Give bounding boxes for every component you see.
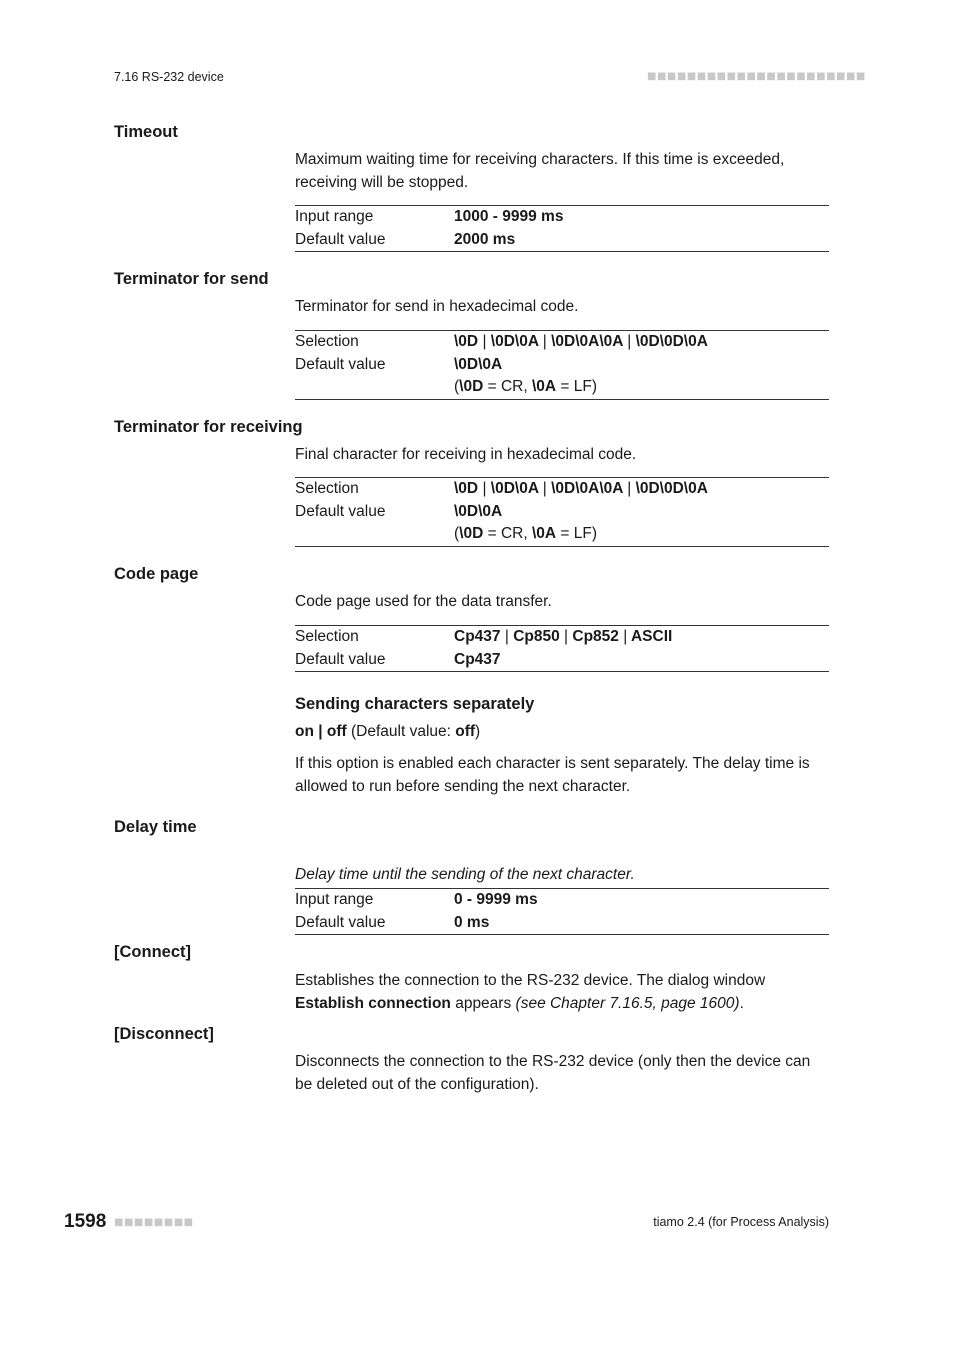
page-number: 1598 <box>64 1211 107 1232</box>
terminator-receiving-table <box>295 477 829 547</box>
heading-terminator-receiving: Terminator for receiving <box>114 418 303 436</box>
table-value: Cp437 | Cp850 | Cp852 | ASCII <box>454 628 673 645</box>
running-header-section: 7.16 RS-232 device <box>114 70 224 84</box>
delay-time-description: Delay time until the sending of the next character. <box>295 866 635 883</box>
table-note: (\0D = CR, \0A = LF) <box>454 525 598 543</box>
disconnect-description: Disconnects the connection to the RS-232 device (only then the device can be deleted out of the configuration). <box>295 1053 811 1093</box>
heading-connect: [Connect] <box>114 943 191 961</box>
table-label: Default value <box>295 502 386 520</box>
heading-delay-time: Delay time <box>114 818 197 836</box>
connect-description: Establishes the connection to the RS-232 device. The dialog window Establish connection appears (see Chapter 7.16.5, page 1600). <box>295 972 766 1012</box>
table-label: Input range <box>295 208 374 225</box>
table-value: \0D\0A <box>454 355 503 373</box>
code-page-table <box>295 625 829 672</box>
table-label: Selection <box>295 480 359 497</box>
sending-separately-description: If this option is enabled each character is sent separately. The delay time is allowed to run before sending the next character. <box>295 755 810 795</box>
table-value: 0 - 9999 ms <box>454 891 538 908</box>
heading-code-page: Code page <box>114 565 199 583</box>
heading-terminator-send: Terminator for send <box>114 270 269 288</box>
table-label: Default value <box>295 230 386 248</box>
table-value: \0D | \0D\0A | \0D\0A\0A | \0D\0D\0A <box>454 333 708 350</box>
terminator-send-description: Terminator for send in hexadecimal code. <box>295 298 579 315</box>
footer-product: tiamo 2.4 (for Process Analysis) <box>653 1215 829 1229</box>
table-value: Cp437 <box>454 650 501 668</box>
table-value: \0D | \0D\0A | \0D\0A\0A | \0D\0D\0A <box>454 480 708 497</box>
heading-sending-separately: Sending characters separately <box>295 695 535 713</box>
table-value: 0 ms <box>454 913 490 931</box>
code-page-description: Code page used for the data transfer. <box>295 593 552 610</box>
footer-decoration: ■■■■■■■■ <box>114 1217 194 1228</box>
table-value: \0D\0A <box>454 502 503 520</box>
delay-time-table <box>295 888 829 935</box>
table-value: 2000 ms <box>454 230 516 248</box>
table-label: Default value <box>295 355 386 373</box>
sending-separately-options: on | off (Default value: off) <box>295 723 481 740</box>
table-label: Default value <box>295 650 386 668</box>
table-value: 1000 - 9999 ms <box>454 208 564 225</box>
timeout-description: Maximum waiting time for receiving characters. If this time is exceeded, receiving will be stopped. <box>295 151 785 191</box>
table-label: Selection <box>295 333 359 350</box>
heading-timeout: Timeout <box>114 123 178 141</box>
table-label: Selection <box>295 628 359 645</box>
header-decoration: ■■■■■■■■■■■■■■■■■■■■■■ <box>647 71 866 82</box>
terminator-send-table <box>295 330 829 400</box>
timeout-table <box>295 205 829 252</box>
table-label: Default value <box>295 913 386 931</box>
heading-disconnect: [Disconnect] <box>114 1025 214 1043</box>
table-note: (\0D = CR, \0A = LF) <box>454 378 598 396</box>
terminator-receiving-description: Final character for receiving in hexadecimal code. <box>295 446 637 463</box>
table-label: Input range <box>295 891 374 908</box>
